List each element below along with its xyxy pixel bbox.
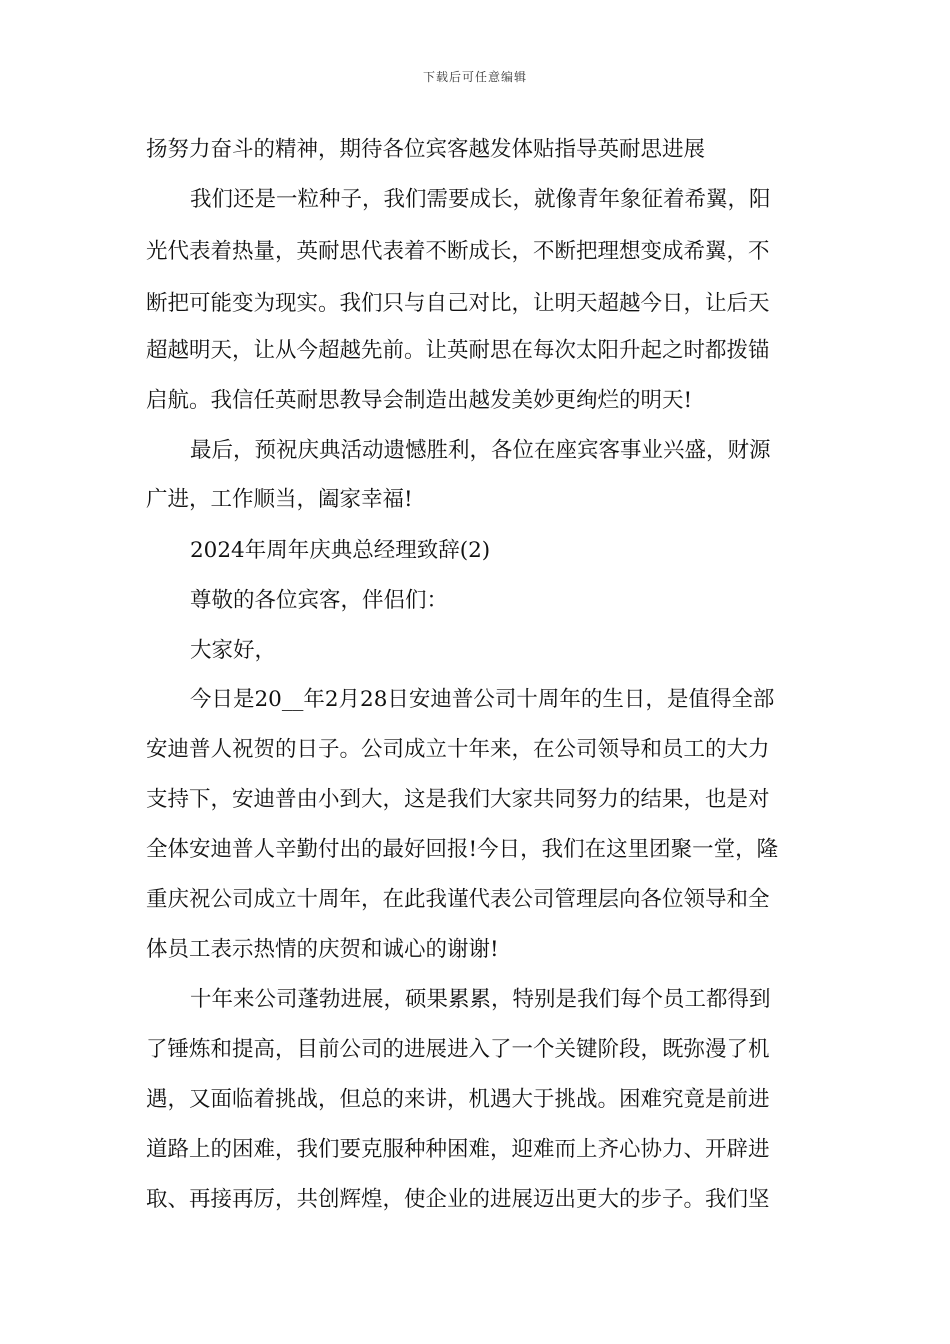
text-line: 启航。我信任英耐思教导会制造出越发美妙更绚烂的明天! <box>146 388 693 413</box>
section-title-line: 2024年周年庆典总经理致辞(2) <box>190 538 491 563</box>
text-line: 超越明天，让从今超越先前。让英耐思在每次太阳升起之时都拨锚 <box>146 338 770 363</box>
text-line: 全体安迪普人辛勤付出的最好回报!今日，我们在这里团聚一堂，隆 <box>146 837 779 862</box>
text-line: 遇，又面临着挑战，但总的来讲，机遇大于挑战。困难究竟是前进 <box>146 1087 770 1112</box>
text-line: 安迪普人祝贺的日子。公司成立十年来，在公司领导和员工的大力 <box>146 737 770 762</box>
text-line: 体员工表示热情的庆贺和诚心的谢谢! <box>146 937 499 962</box>
paragraph-start-line: 今日是20__年2月28日安迪普公司十周年的生日，是值得全部 <box>190 687 775 712</box>
paragraph-start-line: 十年来公司蓬勃进展，硕果累累，特别是我们每个员工都得到 <box>190 987 771 1012</box>
text-line: 光代表着热量，英耐思代表着不断成长，不断把理想变成希翼，不 <box>146 239 770 264</box>
text-line: 支持下，安迪普由小到大，这是我们大家共同努力的结果，也是对 <box>146 787 770 812</box>
text-line: 广进，工作顺当，阖家幸福! <box>146 487 413 512</box>
paragraph-start-line: 最后，预祝庆典活动遗憾胜利，各位在座宾客事业兴盛，财源 <box>190 438 771 463</box>
page-header-note: 下载后可任意编辑 <box>422 70 527 84</box>
text-line: 重庆祝公司成立十周年，在此我谨代表公司管理层向各位领导和全 <box>146 887 770 912</box>
text-line: 断把可能变为现实。我们只与自己对比，让明天超越今日，让后天 <box>146 291 770 316</box>
salutation-line: 尊敬的各位宾客，伴侣们： <box>190 588 449 613</box>
greeting-line: 大家好， <box>190 638 277 663</box>
text-line: 扬努力奋斗的精神，期待各位宾客越发体贴指导英耐思进展 <box>146 137 706 162</box>
text-line: 道路上的困难，我们要克服种种困难，迎难而上齐心协力、开辟进 <box>146 1137 770 1162</box>
paragraph-start-line: 我们还是一粒种子，我们需要成长，就像青年象征着希翼，阳 <box>190 187 771 212</box>
text-line: 了锤炼和提高，目前公司的进展进入了一个关键阶段，既弥漫了机 <box>146 1037 770 1062</box>
text-line: 取、再接再厉，共创辉煌，使企业的进展迈出更大的步子。我们坚 <box>146 1187 770 1212</box>
